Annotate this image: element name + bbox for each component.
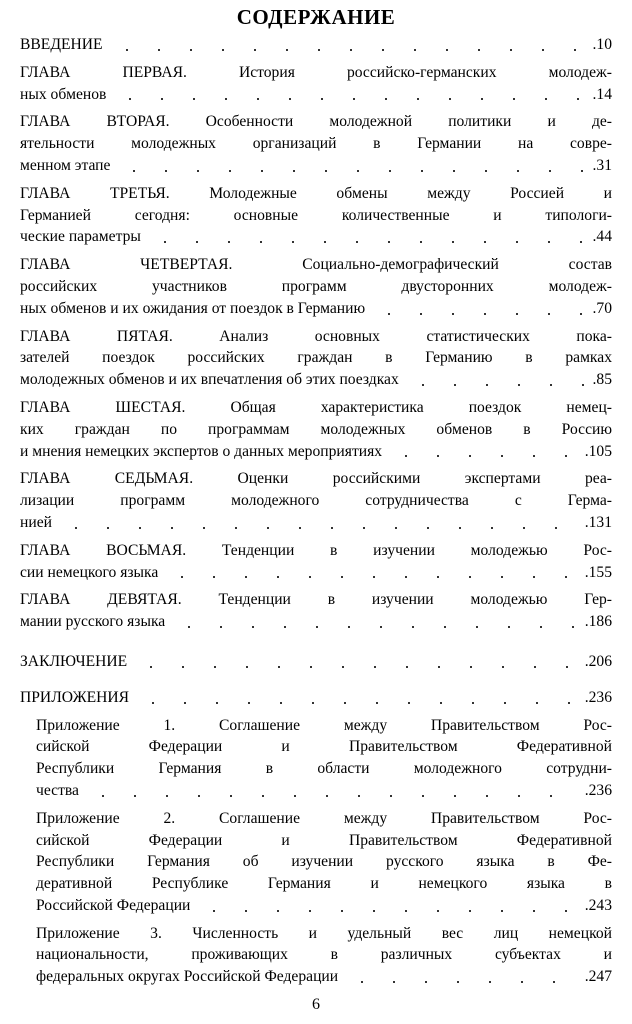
toc-entry-last-line — [36, 966, 612, 988]
toc-entry-last-line — [20, 84, 612, 106]
dot-leader — [133, 702, 581, 704]
toc-page-number: .85 — [592, 371, 612, 389]
toc-entry — [20, 468, 612, 533]
toc-entry-last-line — [20, 687, 612, 709]
toc-page-number: .131 — [584, 513, 612, 531]
toc-entry-text: Российской Федерации — [36, 896, 191, 914]
dot-leader — [386, 455, 581, 457]
toc-entry-line: ГЛАВА СЕДЬМАЯ. Оценки российскими экспертами реа- — [20, 470, 612, 488]
toc-page-number: .105 — [584, 442, 612, 460]
dot-leader — [110, 98, 588, 100]
toc-entry-last-line — [20, 562, 612, 584]
toc-page-number: .14 — [592, 85, 612, 103]
toc-page-number: .186 — [584, 613, 612, 631]
toc-entry-line: ких граждан по программам молодежных обменов в Россию — [20, 420, 612, 438]
toc-entry — [20, 34, 612, 56]
dot-leader — [194, 910, 580, 912]
toc-entry — [20, 687, 612, 709]
toc-entry — [20, 111, 612, 176]
toc-entry-text: менном этапе — [20, 156, 111, 174]
dot-leader — [114, 170, 588, 172]
toc-page-number: .236 — [584, 781, 612, 799]
toc-entry-text: ЗАКЛЮЧЕНИЕ — [20, 652, 128, 670]
dot-leader — [169, 626, 581, 628]
toc-entry-line: Республики Германия в области молодежного сотрудни- — [36, 760, 612, 778]
toc-entry-last-line — [20, 651, 612, 673]
toc-entry-line: ГЛАВА ТРЕТЬЯ. Молодежные обмены между Россией и — [20, 184, 612, 202]
appendix-entry — [36, 715, 612, 802]
toc-entry-line: зателей поездок российских граждан в Германию в рамках — [20, 349, 612, 367]
toc-entry — [20, 62, 612, 106]
toc-entry-text: федеральных округах Российской Федерации — [36, 968, 339, 986]
toc-entry-text: ческие параметры — [20, 228, 141, 246]
dot-leader — [83, 795, 581, 797]
dot-leader — [369, 313, 588, 315]
table-of-contents — [20, 34, 612, 994]
toc-entry — [20, 651, 612, 673]
toc-page-number: .70 — [592, 299, 612, 317]
toc-entry-line: ГЛАВА ШЕСТАЯ. Общая характеристика поездок немец- — [20, 398, 612, 416]
toc-entry-last-line — [36, 780, 612, 802]
toc-entry-text: ВВЕДЕНИЕ — [20, 36, 103, 53]
toc-entry-text: сии немецкого языка — [20, 563, 159, 581]
toc-entry-line: национальности, проживающих в различных субъектах и — [36, 946, 612, 964]
toc-entry-text: ных обменов — [20, 85, 107, 103]
toc-entry-line: ГЛАВА ЧЕТВЕРТАЯ. Социально-демографический состав — [20, 256, 612, 274]
toc-page-number: .236 — [584, 688, 612, 706]
dot-leader — [56, 527, 581, 529]
dot-leader — [131, 666, 581, 668]
toc-entry-last-line — [20, 226, 612, 248]
toc-entry-line: ГЛАВА ДЕВЯТАЯ. Тенденции в изучении молодежью Гер- — [20, 591, 612, 609]
toc-entry-last-line — [20, 611, 612, 633]
toc-entry — [20, 589, 612, 633]
toc-entry-last-line — [20, 298, 612, 320]
toc-entry — [20, 326, 612, 391]
toc-page-number: .247 — [584, 968, 612, 986]
toc-entry-text: ных обменов и их ожидания от поездок в Германию — [20, 299, 366, 317]
toc-entry-line: сийской Федерации и Правительством Федеративной — [36, 738, 612, 756]
toc-entry-last-line — [20, 155, 612, 177]
dot-leader — [162, 576, 580, 578]
toc-page-number: .10 — [592, 36, 612, 53]
toc-entry — [20, 397, 612, 462]
toc-entry-line: ГЛАВА ПЕРВАЯ. История российско-германских молодеж- — [20, 63, 612, 81]
toc-page-number: .206 — [584, 652, 612, 670]
toc-entry-line: Республики Германия об изучении русского языка в Фе- — [36, 853, 612, 871]
toc-entry-last-line — [20, 512, 612, 534]
appendix-entry — [36, 808, 612, 917]
toc-entry-line: Приложение 3. Численность и удельный вес лиц немецкой — [36, 924, 612, 942]
page-title: СОДЕРЖАНИЕ — [236, 5, 396, 29]
toc-entry-last-line — [20, 441, 612, 463]
toc-entry-text: мании русского языка — [20, 613, 166, 631]
page-number: 6 — [312, 996, 320, 1013]
toc-entry-line: деративной Республике Германия и немецкого языка в — [36, 875, 612, 893]
toc-entry-text: молодежных обменов и их впечатления об этих поездках — [20, 371, 399, 389]
toc-entry-line: Приложение 2. Соглашение между Правительством Рос- — [36, 809, 612, 827]
toc-entry-line: ятельности молодежных организаций в Германии на совре- — [20, 135, 612, 153]
toc-page-number: .243 — [584, 896, 612, 914]
toc-entry — [20, 540, 612, 584]
toc-entry — [20, 183, 612, 248]
appendix-entry — [36, 923, 612, 988]
toc-entry-line: ГЛАВА ВТОРАЯ. Особенности молодежной политики и де- — [20, 113, 612, 131]
dot-leader — [342, 981, 581, 983]
toc-entry-text: нией — [20, 513, 52, 531]
toc-page-number: .44 — [592, 228, 612, 246]
toc-page-number: .155 — [584, 563, 612, 581]
toc-entry — [20, 254, 612, 319]
toc-page-number: .31 — [592, 156, 612, 174]
toc-entry-text: чества — [36, 781, 79, 799]
toc-entry-line: Германией сегодня: основные количественные и типологи- — [20, 206, 612, 224]
toc-entry-line: российских участников программ двусторонних молодеж- — [20, 277, 612, 295]
toc-entry-last-line — [20, 369, 612, 391]
toc-entry-last-line — [36, 895, 612, 917]
toc-entry-text: и мнения немецких экспертов о данных мероприятиях — [20, 442, 383, 460]
toc-entry-line: лизации программ молодежного сотрудничества с Герма- — [20, 492, 612, 510]
toc-entry-text: ПРИЛОЖЕНИЯ — [20, 688, 130, 706]
toc-entry-last-line — [20, 34, 612, 56]
dot-leader — [403, 384, 589, 386]
dot-leader — [107, 49, 589, 51]
toc-entry-line: сийской Федерации и Правительством Федеративной — [36, 831, 612, 849]
dot-leader — [145, 241, 589, 243]
toc-entry-line: Приложение 1. Соглашение между Правительством Рос- — [36, 716, 612, 734]
toc-entry-line: ГЛАВА ПЯТАЯ. Анализ основных статистических пока- — [20, 327, 612, 345]
toc-entry-line: ГЛАВА ВОСЬМАЯ. Тенденции в изучении молодежью Рос- — [20, 541, 612, 559]
